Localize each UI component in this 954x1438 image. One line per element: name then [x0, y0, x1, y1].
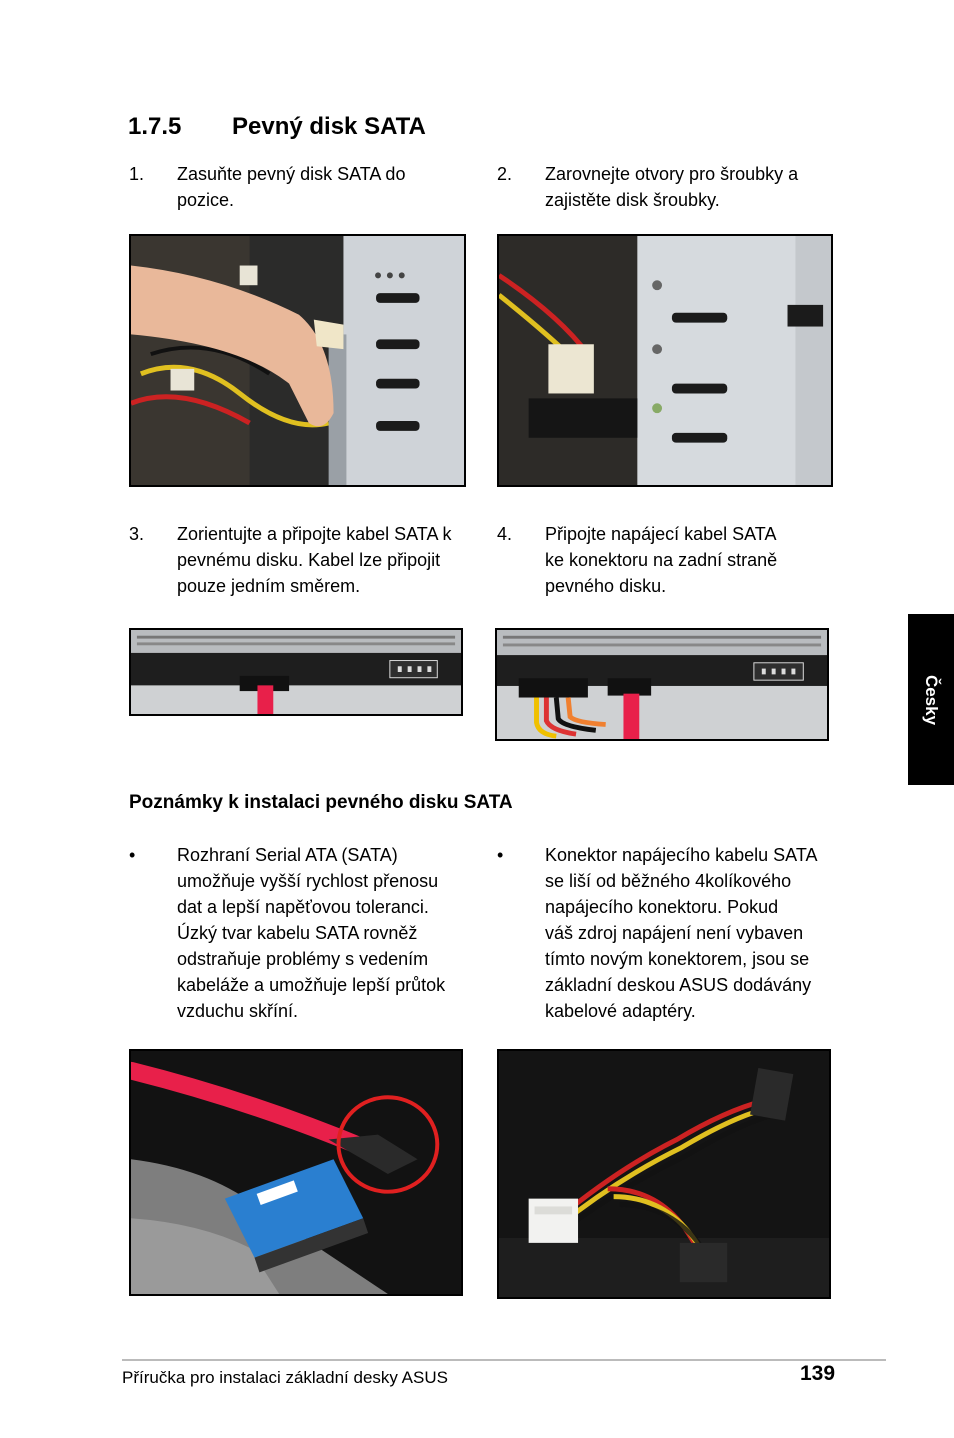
- photo-insert-drive: [129, 234, 466, 487]
- note-text-line: se liší od běžného 4kolíkového: [545, 871, 792, 891]
- side-tab-label: Česky: [922, 674, 941, 725]
- note-text-line: umožňuje vyšší rychlost přenosu: [177, 871, 439, 891]
- footer-title: Příručka pro instalaci základní desky ASUS: [122, 1368, 448, 1387]
- step-text-line: pevnému disku. Kabel lze připojit: [177, 550, 441, 570]
- step-text-line: zajistěte disk šroubky.: [545, 190, 720, 210]
- note-text-line: Rozhraní Serial ATA (SATA): [177, 845, 398, 865]
- bullet: •: [129, 845, 136, 865]
- section-title: Pevný disk SATA: [232, 113, 426, 140]
- step-text-line: Zasuňte pevný disk SATA do: [177, 164, 406, 184]
- step-number: 2.: [497, 164, 513, 184]
- step-text-line: pevného disku.: [545, 576, 667, 596]
- photo-power-adapter: [497, 1049, 831, 1299]
- page-number: 139: [800, 1362, 836, 1385]
- photo-sata-cable-asus: [129, 1049, 463, 1296]
- bullet: •: [497, 845, 504, 865]
- note-text-line: základní deskou ASUS dodávány: [545, 975, 812, 995]
- note-2: [497, 842, 857, 1032]
- note-text-line: odstraňuje problémy s vedením: [177, 949, 429, 969]
- note-1: [129, 842, 479, 1032]
- language-side-tab: [908, 614, 954, 785]
- photo-sata-data-cable: [129, 628, 463, 716]
- step-number: 3.: [129, 524, 145, 544]
- notes-heading: Poznámky k instalaci pevného disku SATA: [129, 792, 513, 813]
- step-number: 1.: [129, 164, 145, 184]
- footer-divider: [122, 1359, 886, 1361]
- step-1: [129, 161, 469, 221]
- step-text-line: Připojte napájecí kabel SATA: [545, 524, 777, 544]
- step-4: [497, 521, 857, 601]
- note-text-line: napájecího konektoru. Pokud: [545, 897, 779, 917]
- step-2: [497, 161, 857, 221]
- section-number: 1.7.5: [128, 113, 182, 140]
- note-text-line: Úzký tvar kabelu SATA rovněž: [177, 923, 418, 943]
- step-3: [129, 521, 479, 601]
- note-text-line: Konektor napájecího kabelu SATA: [545, 845, 818, 865]
- note-text-line: tímto novým konektorem, jsou se: [545, 949, 810, 969]
- photo-secure-screws: [497, 234, 833, 487]
- step-text-line: pouze jedním směrem.: [177, 576, 361, 596]
- photo-sata-power-cable: [495, 628, 829, 741]
- note-text-line: dat a lepší napěťovou toleranci.: [177, 897, 429, 917]
- step-text-line: Zorientujte a připojte kabel SATA k: [177, 524, 452, 544]
- note-text-line: vzduchu skříní.: [177, 1001, 299, 1021]
- note-text-line: kabelové adaptéry.: [545, 1001, 696, 1021]
- step-text-line: Zarovnejte otvory pro šroubky a: [545, 164, 799, 184]
- section-heading: [128, 113, 426, 141]
- step-text-line: pozice.: [177, 190, 235, 210]
- note-text-line: váš zdroj napájení není vybaven: [545, 923, 804, 943]
- step-text-line: ke konektoru na zadní straně: [545, 550, 778, 570]
- step-number: 4.: [497, 524, 513, 544]
- note-text-line: kabeláže a umožňuje lepší průtok: [177, 975, 446, 995]
